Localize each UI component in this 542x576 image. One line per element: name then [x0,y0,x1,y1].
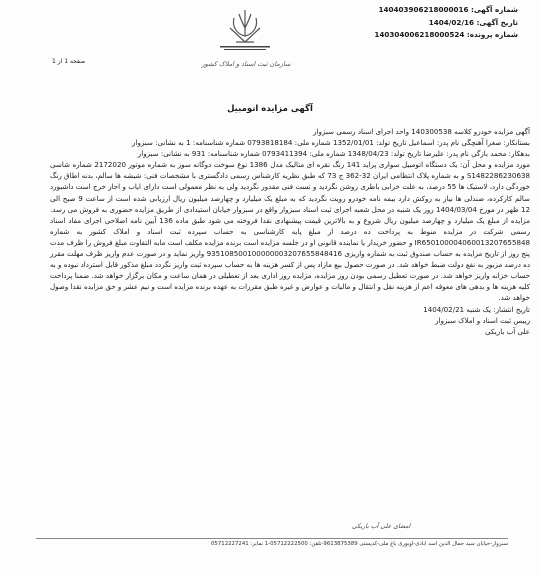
registry-head-title: رییس ثبت اسناد و املاک سبزوار [435,315,530,325]
file-number-row [318,29,518,42]
footer-address: سبزوار-خیابان سید جمال الدین اسد آبادی-اوبوری باغ ملی-کدپستی 9613875389-تلفن: 05712222500-1 نمابر: 05712227241 [210,541,508,547]
creditor-info: بستانکار: صغرا آهنچگی نام پدر: اسماعیل تاریخ تولد: 1352/01/01 شماره ملی: 0793818184 شماره شناسنامه: 1 به نشانی: سبزوار [132,138,530,148]
organization-name: سازمان ثبت اسناد و املاک کشور [201,60,291,68]
notice-title: آگهی مزایده اتومبیل [227,104,313,114]
debtor-info: بدهکار: محمد بازگی نام پدر: علیرضا تاریخ تولد: 1348/04/23 شماره ملی: 0793411394 شماره شناسنامه: 931 به نشانی: سبزوار [137,149,530,159]
ad-date: 1404/02/16 [428,17,475,27]
signature-stamp: امضای علی آب باریکی [352,523,411,530]
auction-details: مورد مزایده و محل آن: یک دستگاه اتومبیل سواری پراید 141 رنگ نقره ای متالیک مدل 1386 نوع سوخت دوگانه سوز به شماره موتور 2172020 شماره شاسی S1482286230638 و به شماره پلاک انتظامی ایران 32-362 ج 73 که طبق نظریه کارشناس رسمی دادگستری با مشخصات فنی: شیشه ها سالم، بدنه اطاق رنگ خوردگی دارد، لاستیک ها 55 درصد، به علت خرابی باطری روشن نگردید و تست فنی مقدور نگردید ولی به نظر معمولی است دارای ایاب و اجار خرج است داشبورد سالم کارکرده، صندلی ها نیاز به روکش دارد بیمه نامه خودرو رویت نگردید که به مبلغ یک میلیارد و چهارصد میلیون ریال ارزیابی شده است از ساعت 9 صبح الی 12 ظهر در مورخ 1404/03/04 روز یک شنبه در محل شعبه اجرای ثبت اسناد سبزوار واقع در سبزوار خیابان استیدادی از طریق مزایده حضوری به فروش می رسد. مزایده از مبلغ یک میلیارد و چهارصد میلیون ریال شروع و به بالاترین قیمت پیشنهادی نقدا فروخته می شود طبق ماده 136 آیین نامه اصلاحی اجرای مفاد اسناد رسمی شرکت در مزایده منوط به پرداخت ده درصد از مبلغ پایه کارشناسی به حساب سپرده ثبت اسناد و املاک کشور به شماره IR650100004060013207655848 و حضور خریدار یا نماینده قانونی او در جلسه مزایده است برنده مزایده مکلف است مابه التفاوت مبلغ فروش را ظرف مدت پنج روز از تاریخ مزایده به حساب صندوق ثبت به شماره واریزی 935108500100000003207655848416 واریز نماید و در صورت عدم واریز ظرف مهلت مقرر ده درصد مزبور به نفع دولت ضبط خواهد شد. در صورت حصول بیع مازاد پس از کسر هزینه ها به حساب سپرده ثبت واریز نگردد مبلغ مذکور قابل استرداد نبوده و به حساب خزانه واریز خواهد شد. در صورت تعطیل رسمی بودن روز مزایده، مزایده روز اداری بعد از تعطیلی در همان ساعت و مکان برگزار خواهد شد. ضمنا پرداخت کلیه هزینه ها و بدهی های معوقه اعم از هزینه نقل و انتقال و مالیات و عوارض و غیره طبق مقررات به عهده برنده مزایده است و نیم عشر و حق مزایده نقدا وصول خواهد شد. [49,160,530,303]
file-number-label: شماره پرونده: [466,30,518,39]
notice-body [50,126,530,337]
ad-number-label: شماره آگهی: [470,5,518,14]
notice-heading-line: آگهی مزایده خودرو کلاسه 140300538 واحد اجرای اسناد رسمی سبزوار [313,127,530,136]
ad-number-row [318,4,518,17]
ad-date-label: تاریخ آگهی: [476,17,518,27]
page-number: صفحه 1 از 1 [52,58,86,65]
ad-number: 140403906218000016 [378,5,469,14]
ad-metadata [318,4,518,42]
emblem-logo-icon [210,6,280,56]
ad-date-row [318,17,518,30]
file-number: 140304006218000524 [374,30,465,39]
footer-divider [36,538,508,539]
signatory-name: علی آب باریکی [484,326,530,336]
publication-date: تاریخ انتشار: یک شنبه 1404/02/21 [423,304,530,314]
